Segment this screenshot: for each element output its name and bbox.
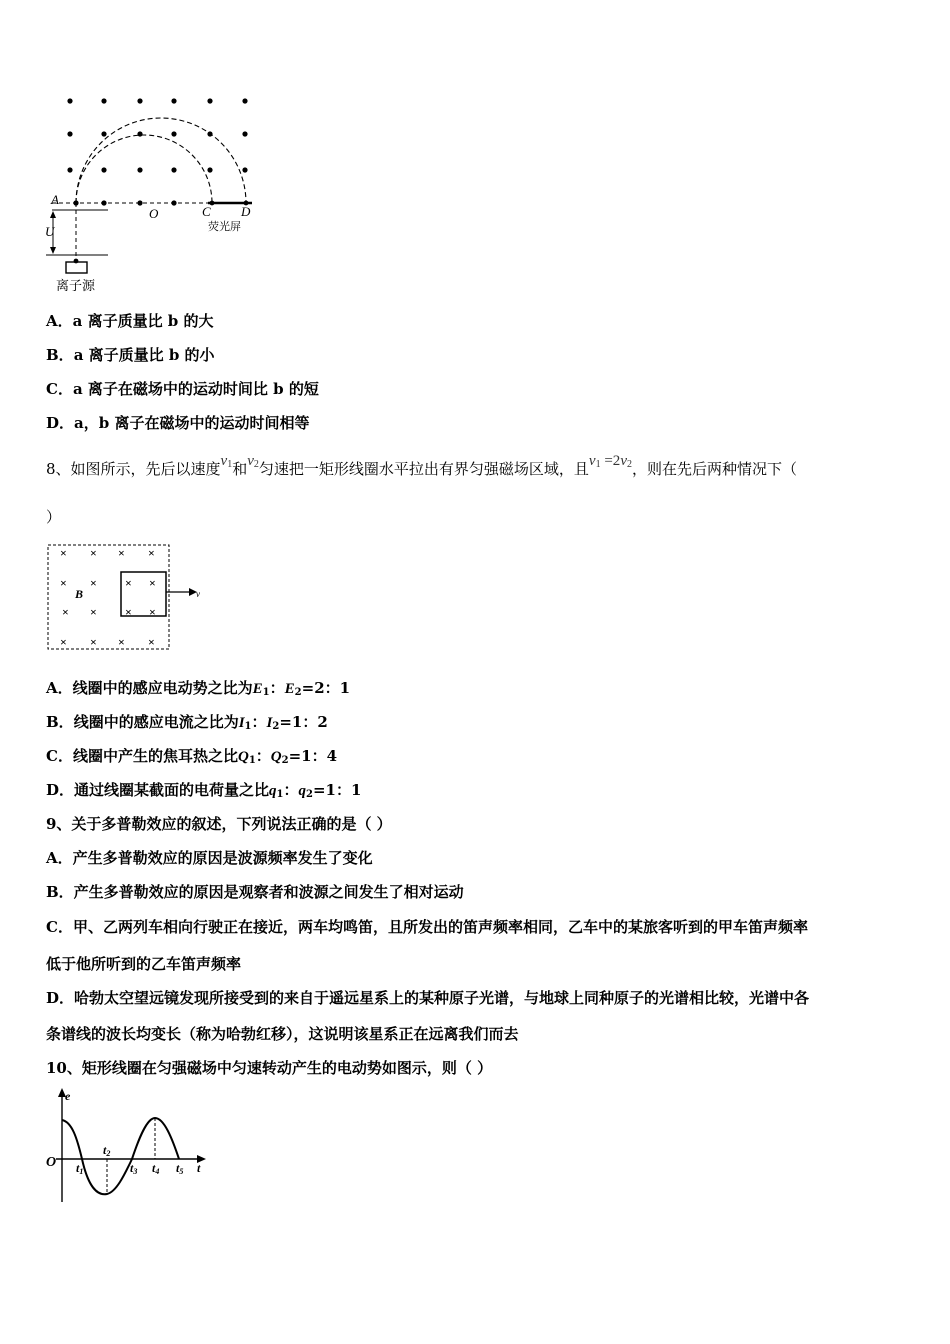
q8-v2: $v_2$ [247, 453, 259, 470]
q9-option-b: B．产生多普勒效应的原因是观察者和波源之间发生了相对运动 [46, 883, 464, 901]
label-D: D [241, 204, 251, 219]
label-t3: t3 [130, 1161, 138, 1176]
svg-text:×: × [148, 635, 155, 649]
label-t: t [197, 1161, 201, 1175]
q8-option-d: D．通过线圈某截面的电荷量之比$q_1$：$q_2=1$：1 [46, 781, 362, 800]
label-ion-source: 离子源 [56, 278, 96, 293]
label-t5: t5 [176, 1161, 184, 1176]
q10-stem: 10、矩形线圈在匀强磁场中匀速转动产生的电动势如图示，则（ ） [46, 1059, 493, 1077]
svg-text:×: × [125, 576, 132, 590]
svg-text:×: × [60, 635, 67, 649]
svg-text:×: × [118, 546, 125, 560]
svg-text:×: × [90, 605, 97, 619]
q8-option-b: B．线圈中的感应电流之比为$I_1$：$I_2=1$：2 [46, 713, 328, 732]
svg-text:×: × [118, 635, 125, 649]
label-t1: t1 [76, 1161, 84, 1176]
figure-emf-wave [42, 1086, 212, 1206]
svg-text:×: × [148, 546, 155, 560]
q8-stem: 8、如图所示，先后以速度$v_1$和$v_2$匀速把一矩形线圈水平拉出有界匀强磁场区域，且$v_1 =2v_2$，则在先后两种情况下（ [46, 453, 797, 478]
label-B: B [75, 587, 84, 601]
q8-option-a: A．线圈中的感应电动势之比为$E_1$：$E_2=2$：1 [46, 679, 351, 698]
label-t4: t4 [152, 1161, 160, 1176]
label-e: e [65, 1089, 71, 1103]
label-O: O [149, 206, 159, 221]
label-v: v [196, 589, 200, 599]
q9-option-a: A．产生多普勒效应的原因是波源频率发生了变化 [46, 849, 373, 867]
svg-text:×: × [149, 605, 156, 619]
label-C: C [202, 204, 211, 219]
svg-text:×: × [60, 546, 67, 560]
q9-option-c-line1: C．甲、乙两列车相向行驶正在接近，两车均鸣笛，且所发出的笛声频率相同，乙车中的某旅客听到的甲车笛声频率 [46, 918, 808, 936]
q7-option-d: D．a，b 离子在磁场中的运动时间相等 [46, 414, 310, 432]
svg-text:×: × [90, 576, 97, 590]
q8-stem-close: ） [46, 508, 62, 526]
q9-option-d-line1: D．哈勃太空望远镜发现所接受到的来自于遥远星系上的某种原子光谱，与地球上同种原子的光谱相比较，光谱中各 [46, 989, 810, 1007]
svg-text:×: × [90, 546, 97, 560]
label-A: A [51, 192, 59, 207]
figure-mass-spectrometer [40, 90, 280, 300]
label-origin: O [46, 1155, 57, 1170]
q7-option-b: B．a 离子质量比 b 的小 [46, 346, 215, 364]
q8-relation: $v_1 =2v_2$ [588, 453, 632, 470]
figure-coil-field [45, 542, 210, 652]
q9-option-d-line2: 条谱线的波长均变长（称为哈勃红移），这说明该星系正在远离我们而去 [46, 1025, 519, 1043]
field-dots [67, 98, 247, 205]
q9-option-c-line2: 低于他所听到的乙车笛声频率 [46, 955, 242, 973]
label-t2: t2 [103, 1143, 111, 1158]
svg-text:×: × [60, 576, 67, 590]
svg-text:×: × [90, 635, 97, 649]
svg-text:×: × [62, 605, 69, 619]
q8-v1: $v_1$ [220, 453, 233, 470]
label-U: U [45, 224, 55, 239]
q7-option-c: C．a 离子在磁场中的运动时间比 b 的短 [46, 380, 319, 398]
q8-option-c: C．线圈中产生的焦耳热之比$Q_1$：$Q_2=1$：4 [46, 747, 338, 766]
label-screen: 荧光屏 [208, 221, 241, 233]
svg-text:×: × [125, 605, 132, 619]
q9-stem: 9、关于多普勒效应的叙述，下列说法正确的是（ ） [46, 815, 392, 833]
q7-option-a: A．a 离子质量比 b 的大 [46, 312, 214, 330]
svg-text:×: × [149, 576, 156, 590]
